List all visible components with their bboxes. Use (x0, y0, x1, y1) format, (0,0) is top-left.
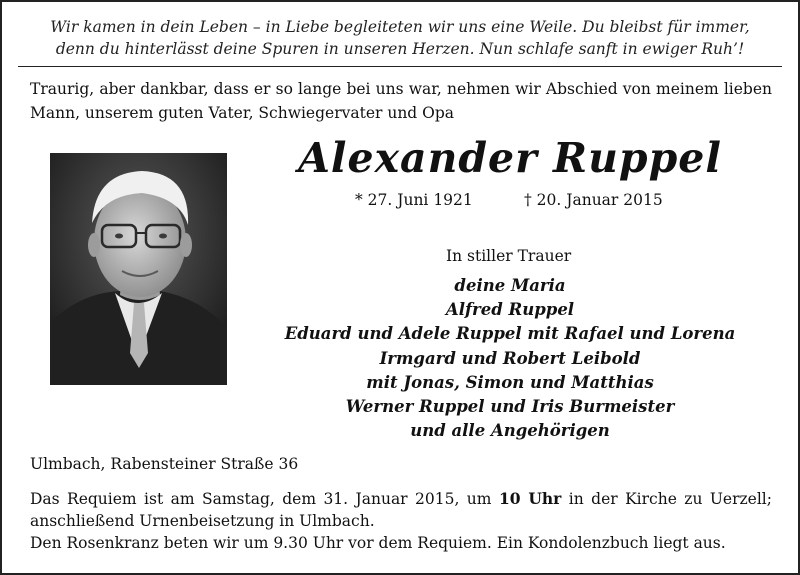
portrait-photo (50, 153, 227, 385)
mourner-line: Werner Ruppel und Iris Burmeister (345, 397, 675, 417)
rosary-line: Den Rosenkranz beten wir um 9.30 Uhr vor dem Requiem. Ein Kondolenzbuch liegt aus. (30, 534, 726, 552)
intro-text: Traurig, aber dankbar, dass er so lange bei uns war, nehmen wir Abschied von meinem lieben Mann, unserem guten Vater, Schwiegervater und Opa (30, 80, 772, 122)
mourner-line: und alle Angehörigen (410, 421, 610, 441)
requiem-time: 10 Uhr (498, 489, 562, 508)
birth-date: * 27. Juni 1921 (355, 191, 473, 209)
requiem-text-start: Das Requiem ist am Samstag, dem 31. Januar 2015, um (30, 490, 492, 508)
service-notice (30, 488, 772, 554)
mourners-list (250, 274, 770, 443)
motto-line-1: Wir kamen in dein Leben – in Liebe begleiteten wir uns eine Weile. Du bleibst für immer, (50, 18, 750, 36)
mourner-line: Irmgard und Robert Leibold (379, 348, 641, 368)
deceased-name: Alexander Ruppel (298, 134, 722, 182)
family-address: Ulmbach, Rabensteiner Straße 36 (30, 455, 299, 473)
mourner-line: Alfred Ruppel (445, 300, 575, 320)
burial-line: anschließend Urnenbeisetzung in Ulmbach. (30, 512, 375, 530)
death-date: † 20. Januar 2015 (524, 191, 663, 209)
mourner-line: Eduard und Adele Ruppel mit Rafael und Lorena (284, 324, 736, 344)
motto-line-2: denn du hinterlässt deine Spuren in unseren Herzen. Nun schlafe sanft in ewiger Ruh’! (55, 40, 745, 58)
mourner-line: mit Jonas, Simon und Matthias (366, 372, 654, 392)
requiem-line (30, 488, 772, 510)
mourning-label: In stiller Trauer (446, 247, 572, 265)
motto-verse (18, 16, 782, 60)
divider-rule (18, 66, 782, 67)
mourner-line: deine Maria (454, 276, 566, 295)
requiem-text-end: in der Kirche zu Uerzell; (568, 490, 772, 508)
